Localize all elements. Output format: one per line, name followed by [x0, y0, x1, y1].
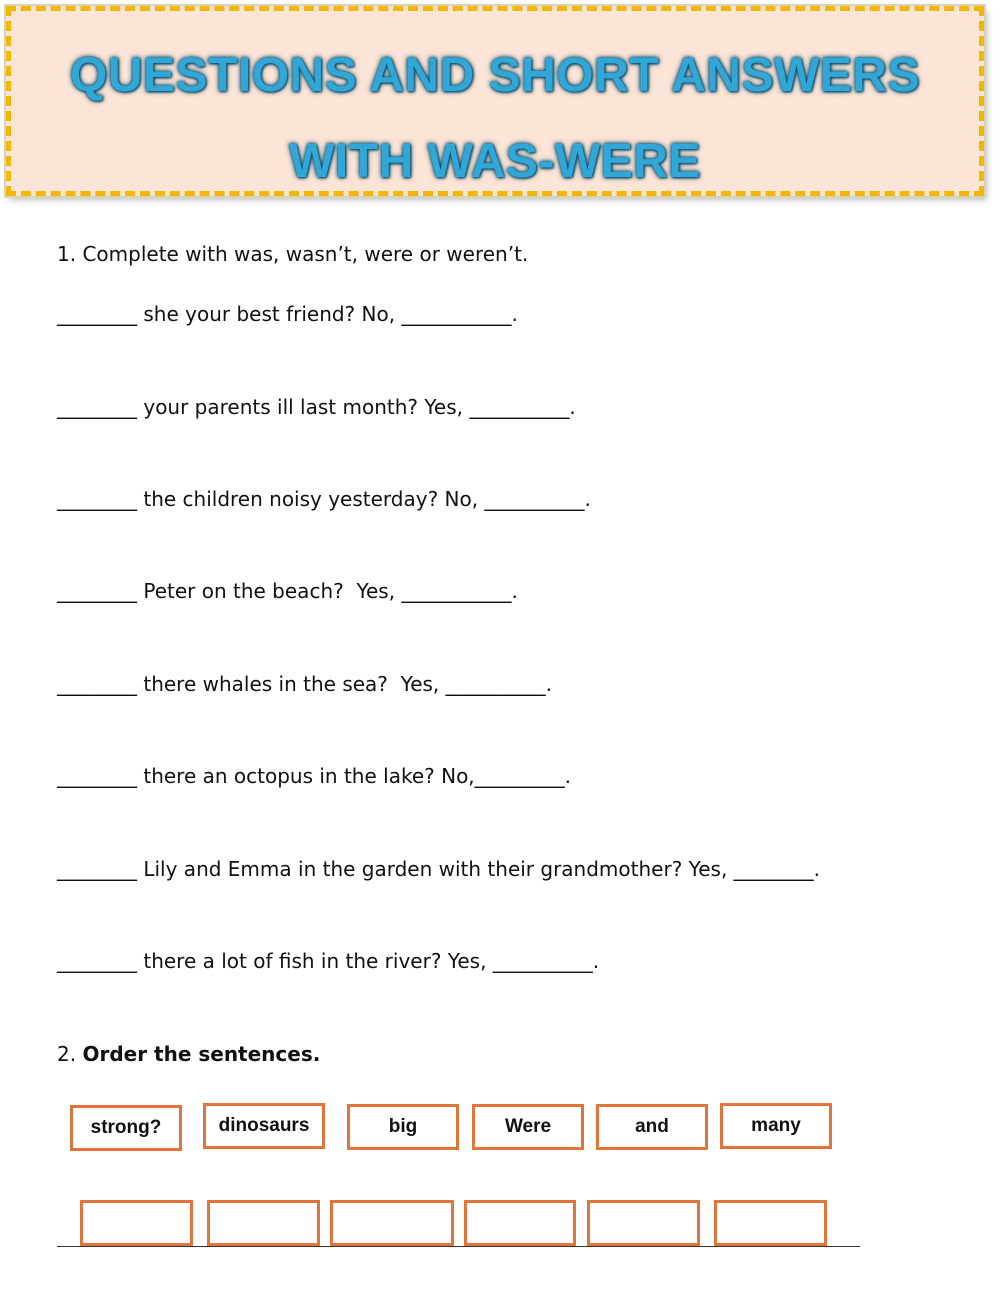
exercise-1-instruction — [57, 242, 528, 266]
sentence-4: ________ Peter on the beach? Yes, ___________. — [57, 579, 518, 603]
word-card-were[interactable]: Were — [472, 1104, 584, 1150]
answer-slot-1[interactable] — [80, 1200, 193, 1246]
word-card-strong[interactable]: strong? — [70, 1105, 182, 1151]
word-card-many[interactable]: many — [720, 1103, 832, 1149]
answer-baseline — [57, 1246, 860, 1247]
sentence-2: ________ your parents ill last month? Yes, __________. — [57, 395, 576, 419]
exercise-2-instruction — [57, 1042, 320, 1066]
answer-slot-5[interactable] — [587, 1200, 700, 1246]
sentence-8: ________ there a lot of fish in the river? Yes, __________. — [57, 949, 600, 973]
sentence-7: ________ Lily and Emma in the garden with their grandmother? Yes, ________. — [57, 857, 821, 881]
exercise-1-number: 1. — [57, 242, 77, 266]
title-line-1: QUESTIONS AND SHORT ANSWERS — [70, 49, 920, 102]
title-line-2: WITH WAS-WERE — [289, 135, 701, 188]
sentence-3: ________ the children noisy yesterday? No, __________. — [57, 487, 591, 511]
answer-slot-4[interactable] — [464, 1200, 576, 1246]
answer-slot-3[interactable] — [330, 1200, 454, 1246]
exercise-1-text: Complete with was, wasn’t, were or weren’t. — [82, 242, 529, 266]
sentence-6: ________ there an octopus in the lake? No,_________. — [57, 764, 572, 788]
answer-slot-2[interactable] — [207, 1200, 320, 1246]
exercise-2-number: 2. — [57, 1042, 77, 1066]
word-card-dinosaurs[interactable]: dinosaurs — [203, 1103, 325, 1149]
sentence-5: ________ there whales in the sea? Yes, __________. — [57, 672, 552, 696]
answer-slot-6[interactable] — [714, 1200, 827, 1246]
word-card-and[interactable]: and — [596, 1104, 708, 1150]
word-card-big[interactable]: big — [347, 1104, 459, 1150]
exercise-2-text: Order the sentences. — [82, 1042, 321, 1066]
sentence-1: ________ she your best friend? No, ___________. — [57, 302, 518, 326]
page-title — [11, 11, 979, 205]
title-banner — [6, 6, 984, 196]
